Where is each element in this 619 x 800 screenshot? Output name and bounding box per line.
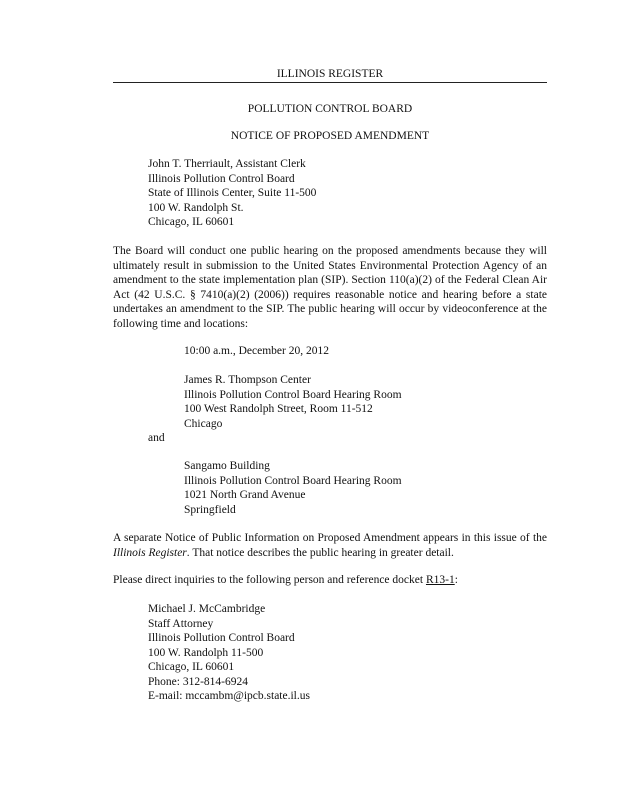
- location-line: Illinois Pollution Control Board Hearing Room: [184, 388, 402, 401]
- location-springfield: [184, 459, 402, 517]
- and-label: and: [148, 432, 165, 444]
- separate-notice-paragraph: [113, 531, 547, 560]
- contact-phone: Phone: 312-814-6924: [148, 675, 248, 688]
- clerk-address-line: Illinois Pollution Control Board: [148, 172, 295, 185]
- board-title: POLLUTION CONTROL BOARD: [247, 103, 413, 115]
- inquiries-text: Please direct inquiries to the following person and reference docket: [113, 574, 426, 586]
- location-line: James R. Thompson Center: [184, 374, 311, 386]
- separate-notice-text-end: . That notice describes the public hearing in greater detail.: [186, 546, 454, 559]
- location-line: Sangamo Building: [184, 460, 270, 472]
- location-line: Chicago: [184, 417, 223, 430]
- location-line: 1021 North Grand Avenue: [184, 489, 306, 501]
- clerk-address-line: 100 W. Randolph St.: [148, 201, 244, 214]
- contact-name: Michael J. McCambridge: [148, 603, 266, 615]
- contact-city: Chicago, IL 60601: [148, 661, 235, 673]
- illinois-register-title: Illinois Register: [113, 546, 187, 559]
- clerk-address-line: Chicago, IL 60601: [148, 216, 235, 228]
- contact-block: [148, 602, 310, 704]
- clerk-address-line: John T. Therriault, Assistant Clerk: [148, 158, 306, 170]
- location-line: 100 West Randolph Street, Room 11-512: [184, 403, 373, 415]
- contact-street: 100 W. Randolph 11-500: [148, 646, 264, 659]
- separate-notice-text: A separate Notice of Public Information on Proposed Amendment appears in this issue of the: [113, 532, 547, 544]
- inquiries-line: [113, 574, 458, 586]
- hearing-time: 10:00 a.m., December 20, 2012: [184, 345, 329, 357]
- location-line: Springfield: [184, 503, 236, 516]
- location-line: Illinois Pollution Control Board Hearing Room: [184, 474, 402, 487]
- notice-title: NOTICE OF PROPOSED AMENDMENT: [230, 130, 430, 142]
- docket-number: R13-1: [425, 574, 455, 586]
- contact-title: Staff Attorney: [148, 617, 214, 630]
- header-rule: [113, 82, 547, 83]
- contact-org: Illinois Pollution Control Board: [148, 632, 295, 644]
- inquiries-colon: :: [454, 574, 458, 586]
- hearing-paragraph: The Board will conduct one public hearing on the proposed amendments because they will ultimately result in submission to the United States Environmental Protection Agency of an amendment to the state implementation plan (SIP). Section 110(a)(2) of the Federal Clean Air Act (42 U.S.C. § 7410(a)(2) (2006)) requires reasonable notice and hearing before a state undertakes an amendment to the SIP. The public hearing will occur by videoconference at the following time and locations:: [113, 245, 547, 330]
- register-title: ILLINOIS REGISTER: [276, 68, 384, 80]
- location-chicago: [184, 373, 402, 431]
- clerk-address-line: State of Illinois Center, Suite 11-500: [148, 187, 317, 199]
- clerk-address: [148, 157, 316, 230]
- contact-email: E-mail: mccambm@ipcb.state.il.us: [148, 690, 310, 702]
